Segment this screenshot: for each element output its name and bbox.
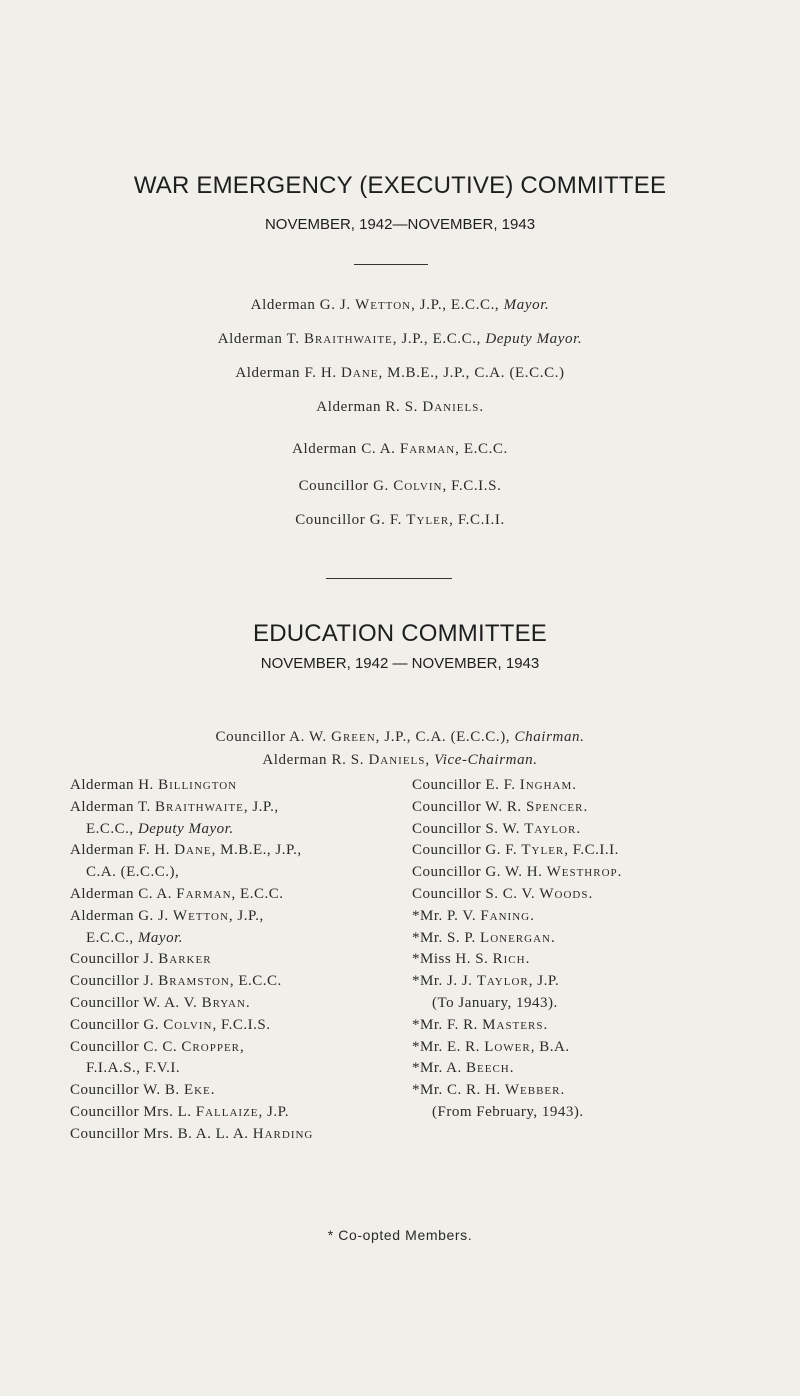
member-line — [70, 840, 313, 862]
member-line — [70, 1058, 313, 1080]
member-line — [70, 797, 313, 819]
member-line — [70, 993, 313, 1015]
member-text: . — [617, 864, 622, 881]
member-line — [412, 819, 622, 841]
member-line — [70, 1037, 313, 1059]
member-text: Councillor A. W. — [215, 729, 332, 745]
member-text: Councillor J. — [70, 973, 159, 990]
member-line — [412, 971, 622, 993]
member-text: , — [425, 752, 435, 768]
member-surname: Bryan — [201, 994, 246, 1011]
member-text: Councillor S. C. V. — [412, 885, 540, 902]
member-text: Councillor G. F. — [412, 842, 522, 859]
member-surname: Masters — [482, 1016, 544, 1033]
member-surname: Dane — [341, 365, 379, 381]
member-role: Chairman. — [514, 729, 585, 745]
war-committee-title: WAR EMERGENCY (EXECUTIVE) COMMITTEE — [133, 172, 667, 199]
war-committee-period: NOVEMBER, 1942—NOVEMBER, 1943 — [264, 216, 536, 233]
member-surname: Farman — [399, 441, 456, 457]
member-text: . — [588, 885, 593, 902]
member-role: Vice-Chairman. — [434, 752, 538, 768]
vice-chairman-line — [0, 752, 800, 769]
member-text: E.C.C., — [86, 929, 138, 946]
member-surname: Cropper — [181, 1038, 240, 1055]
member-line — [0, 297, 800, 314]
member-line — [412, 993, 622, 1015]
member-line — [0, 365, 800, 382]
member-text: Councillor Mrs. B. A. L. A. — [70, 1125, 253, 1142]
member-text: , E.C.C. — [455, 441, 508, 457]
member-surname: Bramston — [158, 973, 230, 990]
member-role: Deputy Mayor. — [485, 331, 583, 347]
member-text: . — [210, 1082, 216, 1099]
member-line — [412, 906, 622, 928]
member-text: , M.B.E., J.P., C.A. (E.C.C.) — [378, 365, 565, 381]
member-text: Councillor G. F. — [295, 512, 407, 528]
member-text: . — [525, 951, 530, 968]
member-text: *Mr. C. R. H. — [412, 1082, 505, 1099]
member-text: Alderman R. S. — [262, 752, 369, 768]
member-text: , J.P. — [528, 973, 560, 990]
chairman-line — [0, 729, 800, 746]
member-text: *Mr. F. R. — [412, 1016, 483, 1033]
member-surname: Colvin — [393, 478, 443, 494]
member-line — [70, 775, 313, 797]
divider — [326, 578, 452, 579]
member-text: Alderman C. A. — [292, 441, 400, 457]
member-text: , J.P., — [243, 798, 279, 815]
education-committee-title: EDUCATION COMMITTEE — [252, 620, 547, 647]
member-surname: Daniels — [422, 399, 480, 415]
member-line — [0, 331, 800, 348]
member-text: , F.C.I.I. — [449, 512, 505, 528]
member-role: Mayor. — [503, 297, 550, 313]
member-line — [412, 840, 622, 862]
member-surname: Rich — [492, 951, 526, 968]
member-surname: Barker — [158, 951, 212, 968]
member-line — [412, 797, 622, 819]
member-surname: Braithwaite — [303, 331, 393, 347]
member-surname: Faning — [480, 907, 531, 924]
member-text: , F.C.I.S. — [442, 478, 502, 494]
member-text: *Miss H. S. — [412, 951, 493, 968]
member-surname: Tyler — [406, 512, 450, 528]
member-text: Councillor C. C. — [70, 1038, 182, 1055]
member-text: Councillor W. B. — [70, 1082, 184, 1099]
member-text: . — [530, 907, 535, 924]
member-text: *Mr. J. J. — [412, 973, 477, 990]
member-surname: Braithwaite — [155, 798, 244, 815]
member-line — [412, 1102, 622, 1124]
member-line — [412, 884, 622, 906]
member-text: . — [583, 798, 588, 815]
member-line — [70, 862, 313, 884]
member-line — [70, 1080, 313, 1102]
member-surname: Tyler — [521, 842, 565, 859]
member-surname: Taylor — [524, 820, 577, 837]
member-line — [412, 1015, 622, 1037]
member-text: Alderman H. — [70, 777, 159, 793]
member-surname: Farman — [176, 885, 232, 902]
member-surname: Ingham — [519, 777, 573, 793]
member-role: Deputy Mayor. — [137, 820, 234, 837]
member-line — [412, 1037, 622, 1059]
member-text: Alderman G. J. — [250, 297, 356, 313]
member-text: F.I.A.S., F.V.I. — [86, 1060, 181, 1077]
member-text: , B.A. — [530, 1038, 570, 1055]
member-text: Councillor E. F. — [412, 777, 520, 793]
member-surname: Spencer — [525, 798, 584, 815]
member-surname: Colvin — [163, 1016, 213, 1033]
member-line — [70, 1124, 313, 1146]
member-line — [412, 1080, 622, 1102]
member-text: . — [509, 1060, 514, 1077]
member-text: Councillor Mrs. L. — [70, 1103, 196, 1120]
member-surname: Green — [331, 729, 376, 745]
member-line — [412, 1058, 622, 1080]
member-text: , — [240, 1038, 245, 1055]
member-line — [412, 928, 622, 950]
member-text: , E.C.C. — [229, 973, 282, 990]
member-text: Councillor W. A. V. — [70, 994, 202, 1011]
member-text: . — [245, 994, 251, 1011]
member-text: , E.C.C. — [231, 885, 284, 902]
member-line — [70, 906, 313, 928]
member-surname: Westhrop — [546, 864, 618, 881]
member-text: Alderman F. H. — [70, 842, 175, 859]
member-text: *Mr. E. R. — [412, 1038, 485, 1055]
member-surname: Webber — [504, 1082, 561, 1099]
member-surname: Billington — [158, 777, 238, 793]
member-surname: Daniels — [368, 752, 426, 768]
member-text: . — [479, 399, 484, 415]
member-line — [70, 928, 313, 950]
education-members-left — [70, 775, 313, 1146]
member-text: . — [543, 1016, 548, 1033]
member-text: , J.P., C.A. (E.C.C.), — [375, 729, 515, 745]
member-text: C.A. (E.C.C.), — [86, 864, 180, 881]
member-surname: Lonergan — [480, 929, 551, 946]
member-surname: Fallaize — [195, 1103, 259, 1120]
member-role: Mayor. — [137, 929, 184, 946]
member-surname: Wetton — [172, 907, 229, 924]
member-text: (To January, 1943). — [432, 994, 558, 1011]
member-surname: Harding — [252, 1125, 314, 1142]
member-line — [0, 441, 800, 458]
member-surname: Woods — [539, 885, 589, 902]
member-text: Alderman G. J. — [70, 907, 173, 924]
member-surname: Beech — [466, 1060, 510, 1077]
member-line — [70, 884, 313, 906]
education-members-right — [412, 775, 622, 1124]
member-text: Alderman T. — [217, 331, 304, 347]
member-text: , J.P., E.C.C., — [411, 297, 504, 313]
member-text: , M.B.E., J.P., — [211, 842, 302, 859]
member-surname: Dane — [174, 842, 212, 859]
member-text: , J.P. — [258, 1103, 290, 1120]
member-text: Councillor J. — [70, 951, 159, 968]
member-text: . — [572, 777, 577, 793]
member-text: Councillor G. — [298, 478, 394, 494]
member-text: Alderman R. S. — [316, 399, 423, 415]
member-line — [412, 949, 622, 971]
member-text: Councillor S. W. — [412, 820, 525, 837]
footnote: * Co-opted Members. — [327, 1227, 473, 1243]
member-text: , J.P., E.C.C., — [392, 331, 486, 347]
member-line — [70, 819, 313, 841]
member-surname: Lower — [484, 1038, 531, 1055]
member-text: Councillor G. — [70, 1016, 164, 1033]
member-line — [0, 399, 800, 416]
member-surname: Eke — [183, 1082, 211, 1099]
divider — [354, 264, 428, 265]
member-text: . — [560, 1082, 565, 1099]
member-text: E.C.C., — [86, 820, 138, 837]
member-text: , J.P., — [228, 907, 264, 924]
member-line — [0, 478, 800, 495]
member-text: . — [550, 929, 556, 946]
member-text: Alderman F. H. — [235, 365, 342, 381]
member-line — [412, 862, 622, 884]
member-line — [0, 512, 800, 529]
member-line — [412, 775, 622, 797]
member-text: *Mr. S. P. — [412, 929, 481, 946]
member-text: Councillor G. W. H. — [412, 864, 547, 881]
member-text: Councillor W. R. — [412, 798, 526, 815]
member-text: , F.C.I.I. — [564, 842, 619, 859]
member-line — [70, 1102, 313, 1124]
member-surname: Wetton — [355, 297, 412, 313]
member-text: , F.C.I.S. — [212, 1016, 271, 1033]
member-text: *Mr. P. V. — [412, 907, 481, 924]
education-committee-period: NOVEMBER, 1942 — NOVEMBER, 1943 — [260, 655, 540, 672]
member-text: (From February, 1943). — [432, 1103, 584, 1120]
member-line — [70, 1015, 313, 1037]
member-text: Alderman C. A. — [70, 885, 177, 902]
member-text: Alderman T. — [70, 798, 156, 815]
member-line — [70, 949, 313, 971]
member-text: *Mr. A. — [412, 1060, 467, 1077]
member-line — [70, 971, 313, 993]
member-text: . — [576, 820, 581, 837]
member-surname: Taylor — [476, 973, 529, 990]
